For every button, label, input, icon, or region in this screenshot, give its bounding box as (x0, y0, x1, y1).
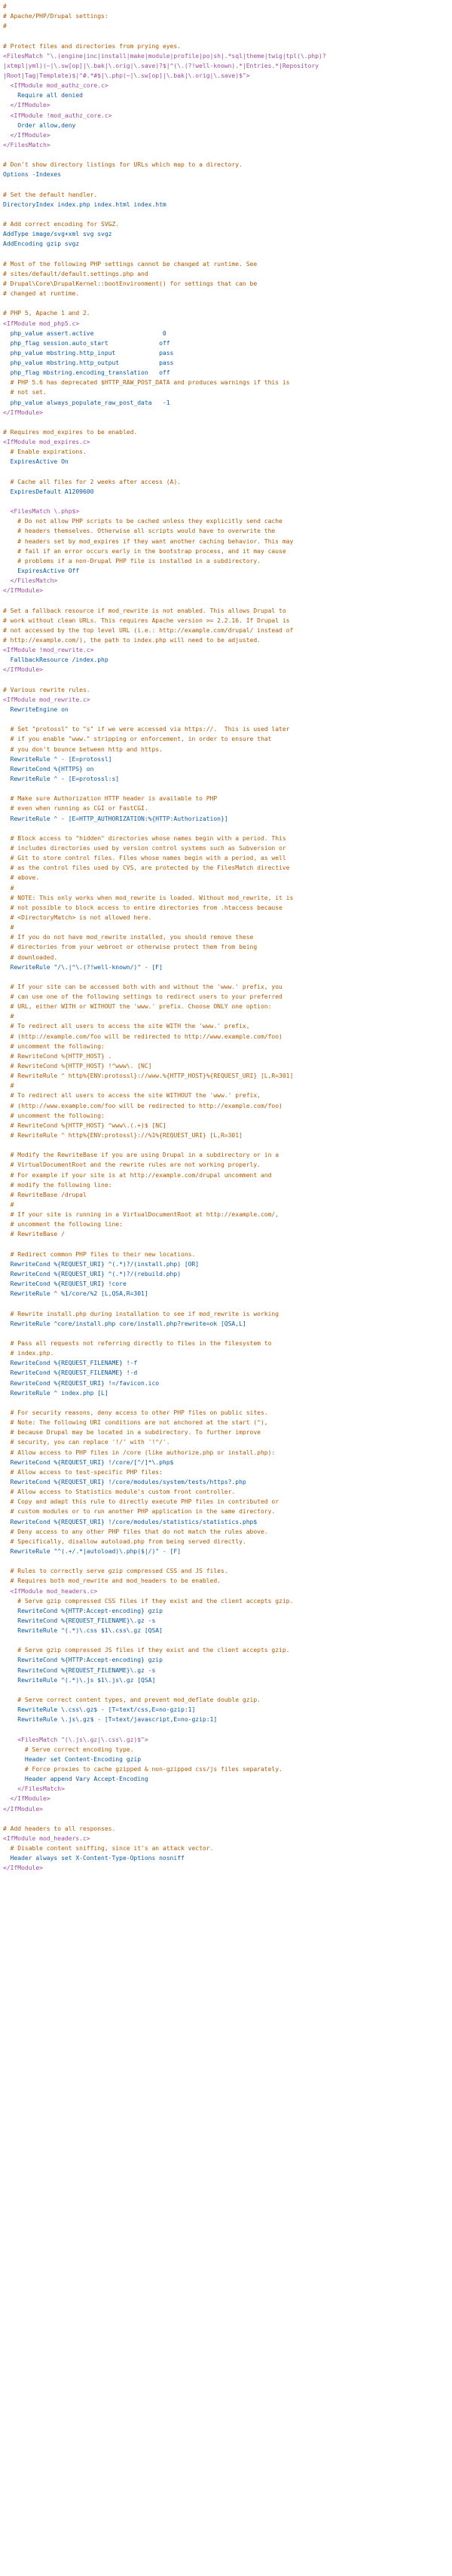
code-line: <IfModule mod_headers.c> (3, 1587, 98, 1595)
code-line: php_value mbstring.http_input pass (3, 349, 174, 356)
code-line: <IfModule mod_headers.c> (3, 1835, 90, 1843)
code-line: # RewriteRule ^ http%{ENV:protossl}://%1%{REQUEST_URI} [L,R=301] (3, 1132, 243, 1140)
code-line: # Enable expirations. (3, 448, 87, 456)
code-line: # Pass all requests not referring directly to files in the filesystem to (3, 1339, 272, 1347)
code-line: # Apache/PHP/Drupal settings: (3, 13, 108, 20)
code-line: # Set the default handler. (3, 191, 98, 198)
code-line (3, 1240, 449, 1250)
code-line: # <DirectoryMatch> is not allowed here. (3, 913, 152, 921)
code-line: </IfModule> (3, 1865, 43, 1872)
code-line (3, 31, 449, 41)
code-line: # uncomment the following: (3, 1112, 105, 1119)
code-line: # RewriteBase / (3, 1231, 65, 1238)
code-line: # Make sure Authorization HTTP header is available to PHP (3, 795, 218, 803)
code-line (3, 210, 449, 219)
code-line: # If you do not have mod_rewrite installed, you should remove these (3, 934, 254, 941)
code-line: RewriteRule ^ %1/core/%2 [L,QSA,R=301] (3, 1290, 148, 1298)
code-line: # (3, 1082, 14, 1090)
code-line: </IfModule> (3, 408, 43, 416)
code-line: RewriteRule \.css\.gz$ - [T=text/css,E=no-gzip:1] (3, 1706, 196, 1714)
code-line: <FilesMatch \.php$> (3, 508, 80, 516)
code-line: # includes directories used by version control systems such as Subversion or (3, 844, 286, 852)
code-line: <FilesMatch "\.(engine|inc|install|make|module|profile|po|sh|.*sql|theme|twig|tpl(\.php)? (3, 52, 326, 60)
code-line: # work without clean URLs. This requires Apache version >= 2.2.16. If Drupal is (3, 616, 290, 624)
code-line: </IfModule> (3, 666, 43, 674)
code-line: |Root|Tag|Template)$|^#.*#$|\.php(~|\.sw[op]|\.bak|\.orig|\.save)$"> (3, 72, 250, 79)
code-line (3, 497, 449, 506)
code-line: </IfModule> (3, 1795, 50, 1803)
code-line: # security, you can replace '!/' with '!^/'. (3, 1439, 170, 1446)
code-line: <IfModule mod_authz_core.c> (3, 82, 108, 90)
code-line: # because Drupal may be located in a subdirectory. To further improve (3, 1429, 261, 1436)
code-line: # sites/default/default.settings.php and (3, 270, 148, 277)
code-line: php_flag session.auto_start off (3, 339, 170, 347)
code-line: # Add headers to all responses. (3, 1825, 116, 1832)
code-line: RewriteRule ^core/install.php core/install.php?rewrite=ok [QSA,L] (3, 1320, 246, 1327)
code-line: RewriteCond %{REQUEST_URI} !/core/modules/statistics/statistics.php$ (3, 1518, 258, 1525)
code-line: # directories from your webroot or otherwise protect them from being (3, 944, 258, 951)
code-line (3, 150, 449, 160)
code-line: # Set "protossl" to "s" if we were accessed via https://. This is used later (3, 726, 290, 733)
code-line: # can use one of the following settings to redirect users to your preferred (3, 993, 282, 1001)
code-line: <IfModule mod_php5.c> (3, 320, 80, 327)
code-line: # (http://example.com/foo will be redirected to http://www.example.com/foo) (3, 1033, 282, 1040)
code-line: # Cache all files for 2 weeks after access (A). (3, 478, 182, 485)
code-line: # Requires mod_expires to be enabled. (3, 429, 138, 436)
code-line: # (http://www.example.com/foo will be redirected to http://example.com/foo) (3, 1102, 282, 1109)
code-line: # Do not allow PHP scripts to be cached unless they explicitly send cache (3, 518, 282, 525)
code-line: RewriteCond %{REQUEST_FILENAME}\.gz -s (3, 1617, 156, 1624)
code-line: # PHP 5.6 has deprecated $HTTP_RAW_POST_DATA and produces warnings if this is (3, 379, 290, 387)
code-line: # (3, 924, 14, 932)
code-line: AddEncoding gzip svgz (3, 240, 80, 248)
code-line: RewriteCond %{HTTP:Accept-encoding} gzip (3, 1657, 163, 1664)
code-line: RewriteRule ^ index.php [L] (3, 1389, 108, 1397)
code-line: # Add correct encoding for SVGZ. (3, 221, 120, 228)
code-line: # RewriteCond %{HTTP_HOST} !^www\. [NC] (3, 1063, 152, 1070)
code-line: <FilesMatch "(\.js\.gz|\.css\.gz)$"> (3, 1736, 148, 1743)
code-line (3, 1140, 449, 1150)
code-line: <IfModule mod_rewrite.c> (3, 696, 90, 703)
code-line: # For security reasons, deny access to other PHP files on public sites. (3, 1409, 268, 1416)
code-line: # Deny access to any other PHP files that do not match the rules above. (3, 1528, 268, 1535)
code-line: # uncomment the following line: (3, 1221, 123, 1228)
code-line: # uncomment the following: (3, 1042, 105, 1050)
code-line (3, 467, 449, 477)
code-line (3, 595, 449, 605)
code-line: # headers themselves. Otherwise all scripts would have to overwrite the (3, 528, 276, 535)
code-line: <IfModule !mod_authz_core.c> (3, 112, 112, 119)
code-line: </FilesMatch> (3, 1785, 65, 1793)
code-line (3, 1724, 449, 1734)
code-line: Order allow,deny (3, 121, 76, 129)
code-line: </IfModule> (3, 102, 50, 109)
code-line: # Set a fallback resource if mod_rewrite is not enabled. This allows Drupal to (3, 607, 286, 614)
code-line: # even when running as CGI or FastCGI. (3, 805, 148, 812)
code-line: # Disable content sniffing, since it's an attack vector. (3, 1845, 214, 1852)
code-line: php_value always_populate_raw_post_data -1 (3, 399, 170, 406)
code-line: # Specifically, disallow autoload.php from being served directly. (3, 1537, 246, 1545)
code-line (3, 972, 449, 982)
code-line: AddType image/svg+xml svg svgz (3, 231, 112, 238)
code-line: RewriteCond %{REQUEST_FILENAME} !-f (3, 1360, 138, 1367)
code-line: |xtmpl|yml)(~|\.sw[op]|\.bak|\.orig|\.save)?$|^(\.(?!well-known).*|Entries.*|Repository (3, 62, 319, 69)
code-line: # above. (3, 874, 40, 882)
code-line: RewriteCond %{REQUEST_URI} !/core/[^/]*\.php$ (3, 1458, 174, 1466)
code-line: # Serve gzip compressed JS files if they exist and the client accepts gzip. (3, 1647, 290, 1654)
code-line (3, 714, 449, 724)
code-line: # Serve correct encoding type. (3, 1745, 134, 1753)
code-line: # Protect files and directories from prying eyes. (3, 42, 182, 50)
code-line (3, 298, 449, 308)
code-line: # If your site is running in a VirtualDocumentRoot at http://example.com/, (3, 1211, 279, 1219)
code-line (3, 1398, 449, 1408)
code-line: Header always set X-Content-Type-Options nosniff (3, 1855, 185, 1862)
code-line: # NOTE: This only works when mod_rewrite is loaded. Without mod_rewrite, it is (3, 894, 294, 901)
code-line: # http://example.com/), the path to index.php will need to be adjusted. (3, 637, 261, 644)
code-line: # Copy and adapt this rule to directly execute PHP files in contributed or (3, 1498, 279, 1506)
code-line: # RewriteBase /drupal (3, 1191, 87, 1198)
code-line: RewriteRule ^ - [E=HTTP_AUTHORIZATION:%{HTTP:Authorization}] (3, 815, 228, 822)
code-line: # Note: The following URI conditions are not anchored at the start (^), (3, 1419, 268, 1427)
code-line: # To redirect all users to access the site WITHOUT the 'www.' prefix, (3, 1092, 261, 1100)
code-line (3, 1635, 449, 1645)
code-line (3, 1329, 449, 1338)
code-line: RewriteCond %{REQUEST_URI} !=/favicon.ico (3, 1379, 160, 1387)
code-line: # index.php. (3, 1350, 54, 1357)
code-line: RewriteCond %{REQUEST_URI} !/core/modules/system/tests/https?.php (3, 1478, 246, 1485)
code-line: RewriteRule "^(.+/.*|autoload)\.php($|/)" - [F] (3, 1547, 182, 1555)
code-line: # Allow access to PHP files in /core (like authorize.php or install.php): (3, 1449, 276, 1456)
code-line: ExpiresActive On (3, 458, 69, 466)
code-line: Require all denied (3, 92, 83, 99)
code-line (3, 249, 449, 259)
code-line: # downloaded. (3, 953, 58, 961)
code-line: # Git to store control files. Files whose names begin with a period, as well (3, 855, 286, 862)
code-line: # PHP 5, Apache 1 and 2. (3, 310, 90, 317)
code-line: RewriteRule ^(.*)\.css $1\.css\.gz [QSA] (3, 1627, 163, 1635)
code-line: RewriteRule ^ - [E=protossl] (3, 755, 112, 763)
code-line: # Rules to correctly serve gzip compressed CSS and JS files. (3, 1568, 228, 1575)
code-line: # URL, either WITH or WITHOUT the 'www.' prefix. Choose ONLY one option: (3, 1003, 272, 1011)
code-line: FallbackResource /index.php (3, 656, 108, 664)
code-line: Header append Vary Accept-Encoding (3, 1776, 148, 1783)
code-line: # Drupal\Core\DrupalKernel::bootEnvironment() for settings that can be (3, 280, 258, 287)
code-line: # Rewrite install.php during installation to see if mod_rewrite is working (3, 1310, 279, 1317)
code-line: # Redirect common PHP files to their new locations. (3, 1250, 196, 1258)
code-line: # not possible to block access to entire directories from .htaccess because (3, 904, 282, 911)
code-line: # Allow access to Statistics module's custom front controller. (3, 1488, 236, 1496)
code-line: # Serve correct content types, and prevent mod_deflate double gzip. (3, 1696, 261, 1704)
code-line: ExpiresActive Off (3, 568, 80, 575)
code-line: </IfModule> (3, 1805, 43, 1813)
code-line: Options -Indexes (3, 171, 62, 179)
code-line: # (3, 1201, 14, 1209)
code-line: ExpiresDefault A1209600 (3, 488, 94, 495)
code-line: # Various rewrite rules. (3, 686, 90, 693)
code-line: </FilesMatch> (3, 577, 58, 585)
code-line: # Most of the following PHP settings cannot be changed at runtime. See (3, 260, 258, 268)
code-line: RewriteCond %{REQUEST_URI} !core (3, 1280, 127, 1288)
code-line: </FilesMatch> (3, 141, 50, 148)
code-line: RewriteCond %{HTTPS} on (3, 765, 94, 772)
code-line: # For example if your site is at http://example.com/drupal uncomment and (3, 1171, 272, 1179)
code-line: # fail if an error occurs early in the bootstrap process, and it may cause (3, 547, 286, 555)
code-line: # RewriteCond %{HTTP_HOST} . (3, 1052, 112, 1060)
code-line: RewriteRule \.js\.gz$ - [T=text/javascript,E=no-gzip:1] (3, 1716, 218, 1724)
code-line: RewriteCond %{REQUEST_URI} ^(.*)?/(rebuild.php) (3, 1271, 182, 1277)
code-line: # problems if a non-Drupal PHP file is installed in a subdirectory. (3, 557, 261, 564)
code-line: # To redirect all users to access the site WITH the 'www.' prefix, (3, 1023, 250, 1030)
code-line: php_value assert.active 0 (3, 329, 166, 337)
code-line: php_value mbstring.http_output pass (3, 359, 174, 367)
code-line: # RewriteCond %{HTTP_HOST} ^www\.(.+)$ [NC] (3, 1121, 166, 1129)
code-line: # RewriteRule ^ http%{ENV:protossl}://www.%{HTTP_HOST}%{REQUEST_URI} [L,R=301] (3, 1072, 294, 1080)
code-line: # Force proxies to cache gzipped & non-gzipped css/js files separately. (3, 1766, 282, 1773)
code-line: RewriteCond %{REQUEST_FILENAME} !-d (3, 1369, 138, 1377)
code-line (3, 1556, 449, 1566)
code-line (3, 675, 449, 685)
code-line (3, 1685, 449, 1695)
code-line: <IfModule !mod_rewrite.c> (3, 647, 94, 654)
code-line: # custom modules or to run another PHP application in the same directory. (3, 1508, 276, 1516)
code-line: # (3, 23, 7, 30)
code-line: # not accessed by the top level URL (i.e.: http://example.com/drupal/ instead of (3, 626, 294, 634)
code-line: # Allow access to test-specific PHP files: (3, 1468, 163, 1476)
code-line: </IfModule> (3, 587, 43, 595)
code-line: RewriteCond %{HTTP:Accept-encoding} gzip (3, 1607, 163, 1614)
code-line: RewriteCond %{REQUEST_URI} ^(.*)?/(install.php) [OR] (3, 1260, 200, 1268)
code-line: # Modify the RewriteBase if you are using Drupal in a subdirectory or in a (3, 1152, 279, 1159)
code-line (3, 1814, 449, 1824)
code-line: RewriteRule ^(.*)\.js $1\.js\.gz [QSA] (3, 1676, 156, 1684)
code-line (3, 824, 449, 834)
code-line: # changed at runtime. (3, 290, 80, 298)
code-line: DirectoryIndex index.php index.html index.htm (3, 200, 166, 208)
code-line (3, 784, 449, 794)
code-line: # if you enable "www." stripping or enforcement, in order to ensure that (3, 736, 272, 743)
code-line (3, 418, 449, 427)
code-line (3, 180, 449, 190)
code-line: # Serve gzip compressed CSS files if they exist and the client accepts gzip. (3, 1597, 294, 1605)
code-line: php_flag mbstring.encoding_translation off (3, 369, 170, 377)
code-line: # headers set by mod_expires if they want another caching behavior. This may (3, 537, 294, 545)
code-line: RewriteEngine on (3, 705, 69, 713)
code-line (3, 1299, 449, 1308)
code-line: # Don't show directory listings for URLs which map to a directory. (3, 161, 243, 169)
code-line: # you don't bounce between http and https. (3, 745, 163, 753)
code-line: # (3, 1013, 14, 1020)
code-line: # VirtualDocumentRoot and the rewrite rules are not working properly. (3, 1161, 261, 1169)
code-line: Header set Content-Encoding gzip (3, 1755, 142, 1763)
code-line: <IfModule mod_expires.c> (3, 439, 90, 446)
code-line: </IfModule> (3, 131, 50, 139)
code-line: # (3, 884, 14, 892)
code-line: # Requires both mod_rewrite and mod_headers to be enabled. (3, 1577, 221, 1585)
code-line: # (3, 3, 7, 10)
code-line: RewriteCond %{REQUEST_FILENAME}\.gz -s (3, 1666, 156, 1674)
code-line: # If your site can be accessed both with and without the 'www.' prefix, you (3, 983, 282, 990)
code-line: # not set. (3, 389, 47, 396)
code-line: RewriteRule "/\.|^\.(?!well-known/)" - [F] (3, 963, 163, 971)
code-line: RewriteRule ^ - [E=protossl:s] (3, 775, 120, 782)
code-line: # as the control files used by CVS, are protected by the FilesMatch directive (3, 864, 290, 872)
code-line: # modify the following line: (3, 1181, 112, 1189)
code-line: # Block access to "hidden" directories whose names begin with a period. This (3, 834, 286, 842)
